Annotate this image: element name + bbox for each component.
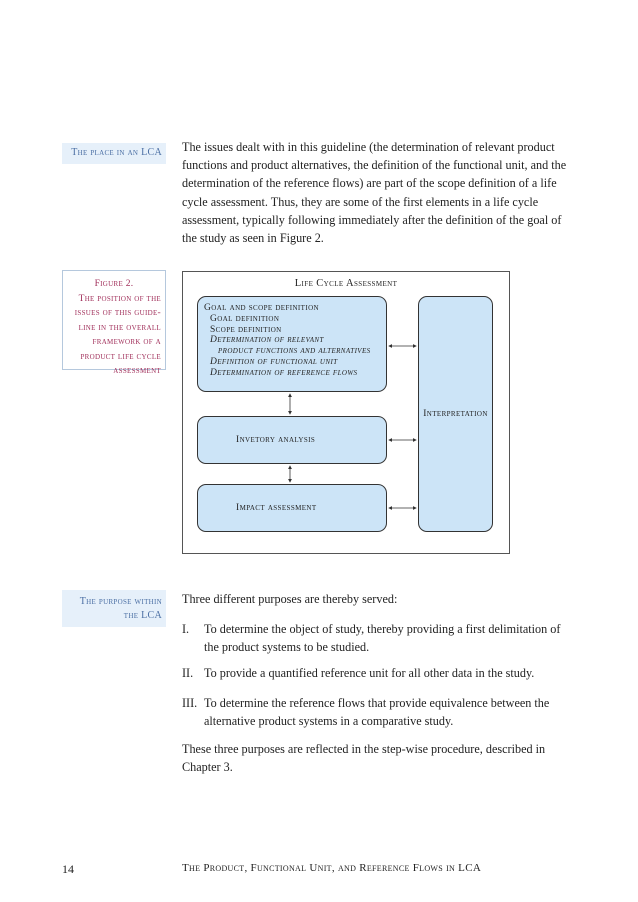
determination-relevant: Determination of relevant [210,335,324,346]
intro-paragraph: The issues dealt with in this guideline (the determination of relevant product functions and product alternatives, the definition of the functional unit, and the determination of the reference flows) are part of the scope definition of a life cycle assessment. Thus, they are some of the first elements in a life cycle assessment, typically following immediately after the definition of the goal of the study as seen in Figure 2. [182,140,567,246]
sidenote-purpose: The purpose within the LCA [62,590,166,627]
list-item [182,694,578,730]
page-number: 14 [62,862,74,876]
impact-assessment-box [197,484,387,532]
interpretation-label: Interpretation [423,409,488,419]
figure-caption-text: The position of the issues of this guide-line in the overall framework of a product life cycle assessment [74,293,161,376]
inventory-analysis-label: Invetory analysis [236,435,316,445]
impact-assessment-label: Impact assessment [236,503,317,513]
purposes-intro: Three different purposes are thereby served: [182,592,398,606]
product-functions-alternatives: product functions and alternatives [218,346,371,357]
goal-definition: Goal definition [210,313,280,324]
list-item-number: II. [182,666,194,680]
interpretation-box [418,296,493,532]
closing-paragraph: These three purposes are reflected in the step-wise procedure, described in Chapter 3. [182,742,546,775]
reference-flows-determination: Determination of reference flows [210,367,358,378]
list-item [182,664,578,682]
goal-scope-box [197,296,387,392]
figure-caption-sidenote [62,270,166,376]
functional-unit-definition: Definition of functional unit [210,356,338,367]
list-item-text: To provide a quantified reference unit for all other data in the study. [204,666,535,680]
lca-framework-figure [182,271,510,554]
list-item-text: To determine the reference flows that provide equivalence between the alternative product systems in a comparative study. [204,696,550,729]
inventory-analysis-box [197,416,387,464]
goal-scope-heading: Goal and scope definition [204,303,319,313]
list-item [182,620,578,656]
list-item-number: I. [182,622,190,636]
figure-title: Life Cycle Assessment [294,278,398,289]
scope-definition: Scope definition [210,324,282,335]
list-item-text: To determine the object of study, thereby providing a first delimitation of the product systems to be studied. [204,622,561,655]
sidenote-place-in-lca: The place in an LCA [62,143,166,164]
list-item-number: III. [182,696,198,710]
running-title: The Product, Functional Unit, and Reference Flows in LCA [182,862,482,874]
figure-label: Figure 2. [94,279,134,289]
